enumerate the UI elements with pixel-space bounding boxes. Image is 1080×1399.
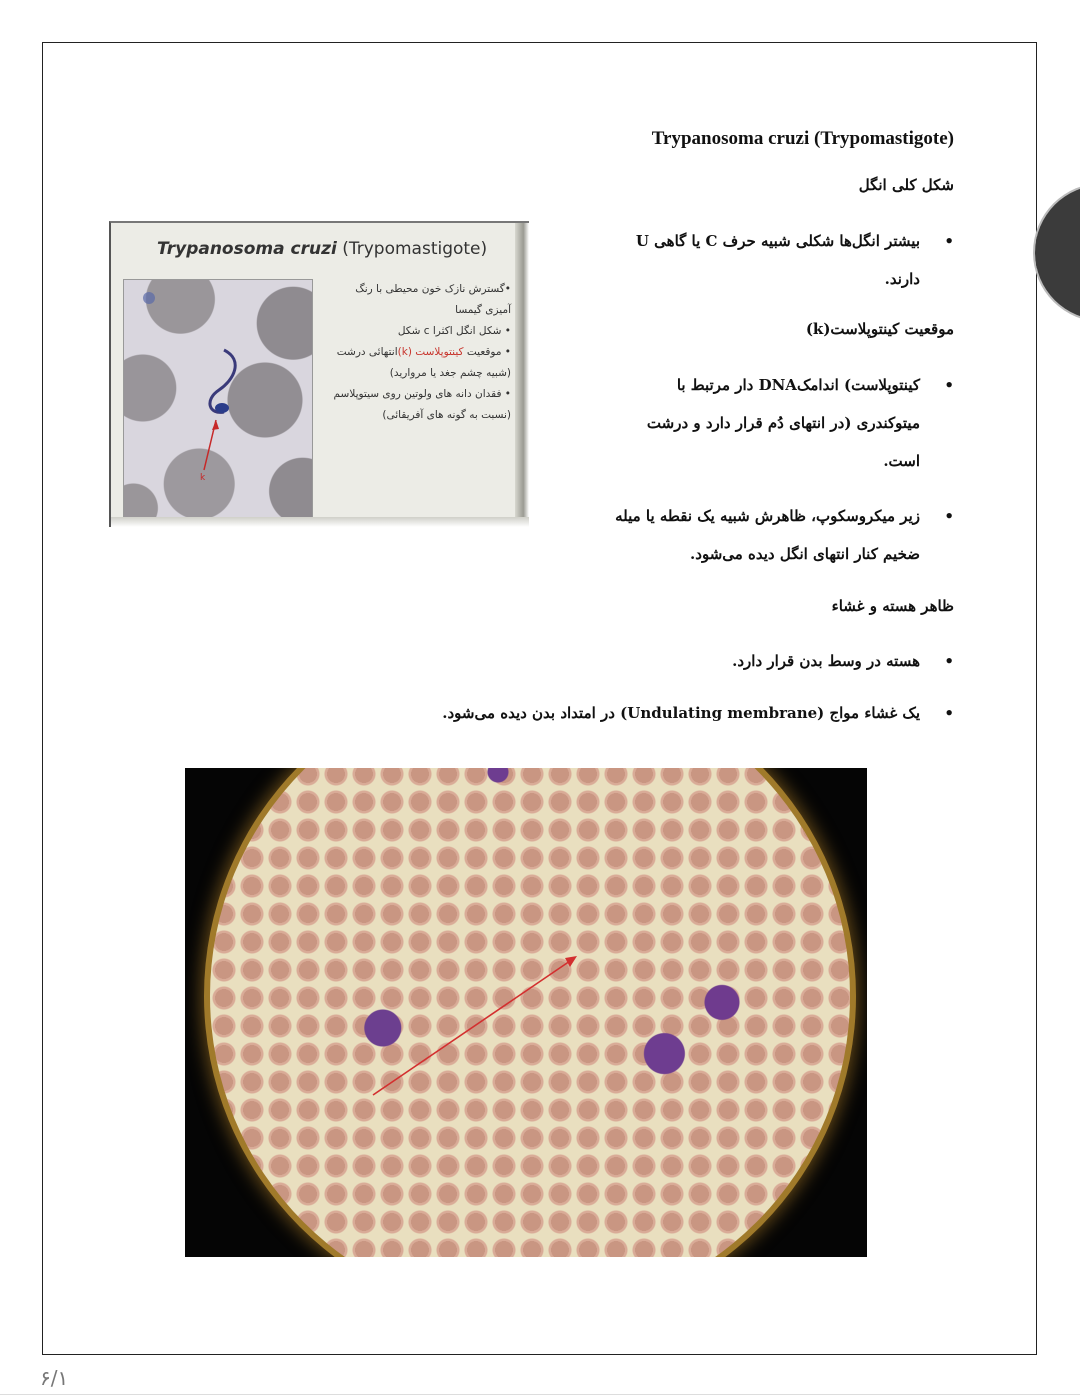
slide-notes	[315, 279, 511, 426]
bullet-shape	[540, 222, 920, 298]
bullet-kineto-line2: میتوکندری (در انتهای دُم قرار دارد و درشت	[646, 414, 920, 432]
bullet-membrane-text: • یک غشاء مواج (Undulating membrane) در امتداد بدن دیده می‌شود.	[442, 704, 920, 722]
bullet-microscope	[540, 497, 920, 573]
bottom-divider	[0, 1394, 1080, 1395]
section-heading-nucleus: ظاهر هسته و غشاء	[831, 597, 954, 615]
bullet-membrane	[280, 694, 920, 732]
slide-title-plain: (Trypomastigote)	[342, 239, 488, 259]
slide-note-5: (شبیه چشم جغد یا مروارید)	[389, 367, 511, 379]
page-number: ۶/۱	[40, 1366, 69, 1390]
slide-edge-bottom	[111, 517, 529, 527]
bullet-kineto-line1: • کینتوپلاست) اندامکDNA دار مرتبط با	[676, 376, 920, 394]
slide-note-4: • موقعیت کینتوپلاست (k)انتهائی درشت	[336, 346, 511, 358]
side-scroll-tab[interactable]	[1035, 185, 1080, 320]
slide-label-figure	[109, 221, 529, 527]
bullet-shape-line1: • بیشتر انگل‌ها شکلی شبیه حرف C یا گاهی U	[635, 232, 920, 250]
annotation-arrow	[185, 768, 867, 1257]
microscope-photo	[185, 768, 867, 1257]
parasite-drawing	[124, 280, 312, 520]
section-heading-shape: شکل کلی انگل	[858, 176, 954, 194]
section-heading-kinetoplast: موقعیت کینتوپلاست(k)	[805, 320, 954, 338]
slide-note-red: کینتوپلاست (k)	[397, 346, 464, 358]
bullet-kineto-line3: است.	[883, 452, 920, 470]
slide-note-7: (نسبت به گونه های آفریقائی)	[382, 409, 511, 421]
bullet-nucleus	[360, 642, 920, 680]
bullet-shape-line2: دارند.	[884, 270, 920, 288]
pointer-k-label: k	[200, 473, 206, 483]
bullet-micro-line2: ضخیم کنار انتهای انگل دیده می‌شود.	[690, 545, 920, 563]
bullet-nucleus-text: • هسته در وسط بدن قرار دارد.	[732, 652, 920, 670]
bullet-micro-line1: • زیر میکروسکوپ، ظاهرش شبیه یک نقطه یا میله	[615, 507, 920, 525]
slide-note-3: • شکل انگل اکثرا c شکل	[397, 325, 511, 337]
slide-title	[157, 239, 487, 259]
slide-edge	[515, 223, 529, 527]
slide-note-1: •گسترش نازک خون محیطی با رنگ	[355, 283, 511, 295]
slide-title-italic: Trypanosoma cruzi	[157, 239, 337, 259]
blood-smear-image	[123, 279, 313, 521]
document-title: Trypanosoma cruzi (Trypomastigote)	[651, 128, 954, 149]
slide-note-2: آمیزی گیمسا	[455, 304, 511, 316]
slide-note-6: • فقدان دانه های ولوتین روی سیتوپلاسم	[333, 388, 511, 400]
bullet-kinetoplast	[540, 366, 920, 480]
